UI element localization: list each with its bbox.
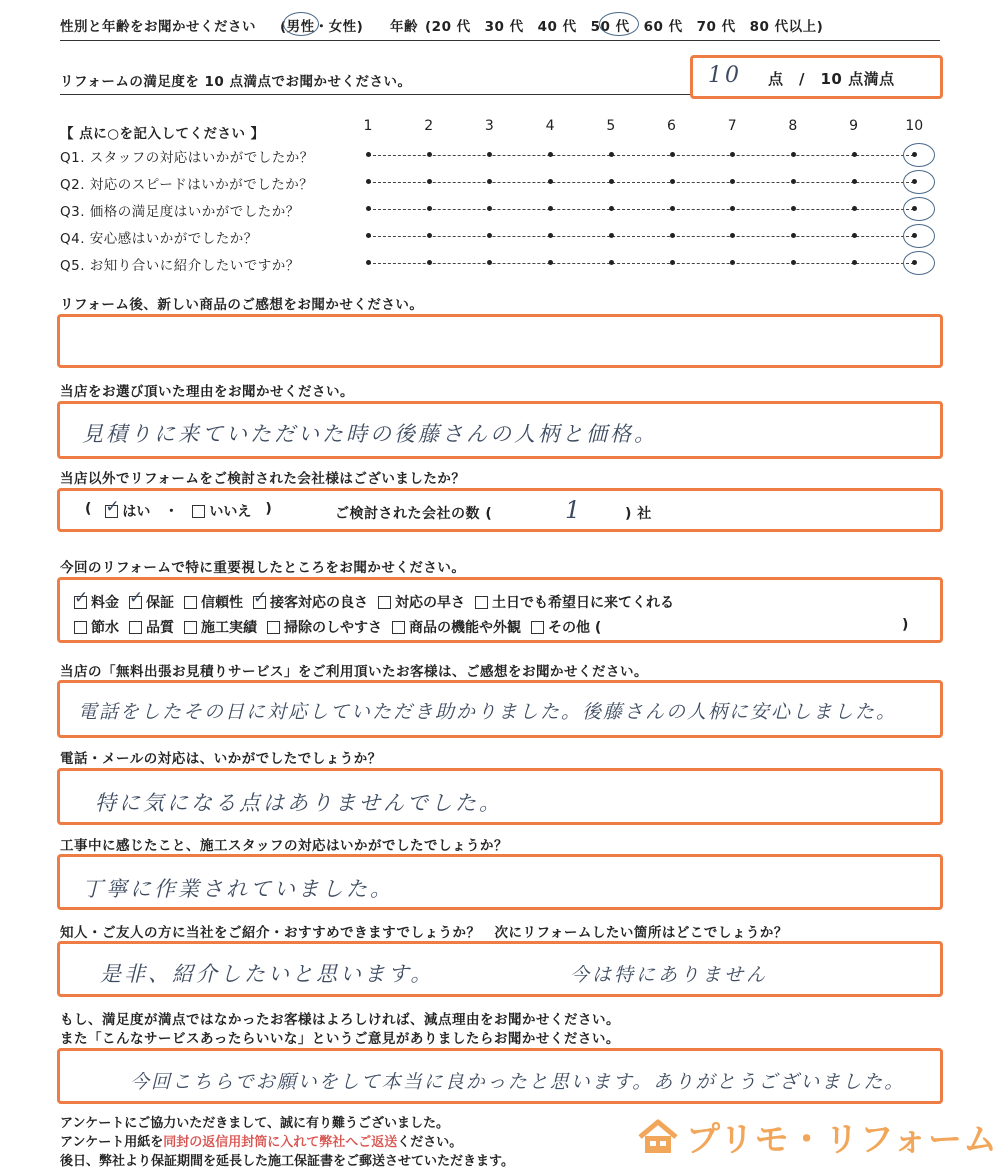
scale-number: 3: [484, 118, 494, 134]
rating-question-label: Q5. お知り合いに紹介したいですか？: [60, 258, 300, 274]
priority-row-1: [74, 592, 674, 612]
others-yes-checkbox[interactable]: [105, 505, 118, 518]
others-open-paren: (: [85, 501, 92, 517]
others-answer-box[interactable]: [57, 488, 943, 532]
rating-point[interactable]: [852, 233, 857, 238]
priority-option-label: 料金: [91, 595, 119, 611]
reduction-question-line2: また「こんなサービスあったらいいな」というご意見がありましたらお聞かせください。: [60, 1031, 620, 1047]
footer-warranty-note: 後日、弊社より保証期間を延長した施工保証書をご郵送させていただきます。: [60, 1154, 514, 1169]
reason-answer-box[interactable]: [57, 401, 943, 459]
rating-point[interactable]: [791, 233, 796, 238]
priority-checkbox[interactable]: [392, 621, 405, 634]
rating-point[interactable]: [548, 206, 553, 211]
priority-option-label: 土日でも希望日に来てくれる: [492, 595, 674, 611]
priority-checkbox[interactable]: [267, 621, 280, 634]
others-no-label: いいえ: [209, 504, 252, 520]
scale-number: 1: [363, 118, 373, 134]
priority-option-label: 品質: [146, 620, 174, 636]
rating-point[interactable]: [852, 206, 857, 211]
rating-point[interactable]: [487, 179, 492, 184]
contact-answer: 特に気になる点はありませんでした。: [95, 791, 503, 815]
rating-question-label: Q1. スタッフの対応はいかがでしたか？: [60, 150, 314, 166]
rating-point[interactable]: [366, 206, 371, 211]
contact-question: 電話・メールの対応は、いかがでしたでしょうか？: [60, 751, 382, 767]
priority-option-label: 商品の機能や外観: [409, 620, 521, 636]
priority-option[interactable]: [74, 592, 119, 612]
rating-point[interactable]: [852, 260, 857, 265]
scale-number: 9: [849, 118, 859, 134]
estimate-answer-box[interactable]: [57, 680, 943, 738]
rating-scale-line: [368, 182, 914, 183]
footer-return-pre: アンケート用紙を: [60, 1135, 164, 1150]
rating-point[interactable]: [427, 179, 432, 184]
rating-scale-line: [368, 209, 914, 210]
priority-option[interactable]: [267, 617, 382, 637]
construction-question: 工事中に感じたこと、施工スタッフの対応はいかがでしたでしょうか？: [60, 838, 508, 854]
rating-point[interactable]: [670, 179, 675, 184]
after-impression-question: リフォーム後、新しい商品のご感想をお聞かせください。: [60, 297, 424, 313]
priority-option-label: 掃除のしやすさ: [284, 620, 382, 636]
reason-question: 当店をお選び頂いた理由をお聞かせください。: [60, 384, 354, 400]
priority-checkbox[interactable]: [74, 621, 87, 634]
rating-point[interactable]: [609, 206, 614, 211]
rating-point[interactable]: [548, 152, 553, 157]
priority-box[interactable]: [57, 577, 943, 643]
rating-point[interactable]: [548, 260, 553, 265]
rating-question-label: Q4. 安心感はいかがでしたか？: [60, 231, 258, 247]
rating-point[interactable]: [730, 260, 735, 265]
rating-point[interactable]: [670, 260, 675, 265]
referral-answer-box[interactable]: [57, 941, 943, 997]
rating-point[interactable]: [609, 233, 614, 238]
rating-point[interactable]: [609, 260, 614, 265]
house-icon: [636, 1117, 680, 1157]
rating-point[interactable]: [487, 233, 492, 238]
rating-selected-circle: [903, 197, 935, 221]
rating-point[interactable]: [852, 152, 857, 157]
rating-point[interactable]: [730, 152, 735, 157]
priority-option[interactable]: [253, 592, 368, 612]
priority-checkbox[interactable]: [475, 596, 488, 609]
rating-point[interactable]: [791, 206, 796, 211]
header-rule: [60, 40, 940, 41]
rating-point[interactable]: [427, 152, 432, 157]
rating-point[interactable]: [730, 179, 735, 184]
rating-point[interactable]: [427, 206, 432, 211]
priority-option-label: その他 (: [548, 620, 602, 636]
scale-number: 2: [424, 118, 434, 134]
priority-close-paren: ): [902, 617, 909, 633]
priority-checkbox[interactable]: [378, 596, 391, 609]
rating-question-label: Q2. 対応のスピードはいかがでしたか？: [60, 177, 314, 193]
priority-option-label: 接客対応の良さ: [270, 595, 368, 611]
priority-checkbox[interactable]: [129, 596, 142, 609]
reason-answer: 見積りに来ていただいた時の後藤さんの人柄と価格。: [82, 422, 658, 446]
after-impression-answer-box[interactable]: [57, 314, 943, 368]
rating-point[interactable]: [427, 260, 432, 265]
priority-row-2: [74, 617, 601, 637]
rating-point[interactable]: [609, 152, 614, 157]
reduction-answer: 今回こちらでお願いをして本当に良かったと思います。ありがとうございました。: [130, 1071, 906, 1093]
gender-selected-circle: [283, 12, 319, 36]
rating-question-label: Q3. 価格の満足度はいかがでしたか？: [60, 204, 300, 220]
rating-point[interactable]: [366, 152, 371, 157]
company-logo: [636, 1112, 998, 1161]
logo-text: プリモ・リフォーム: [686, 1120, 998, 1160]
rating-selected-circle: [903, 143, 935, 167]
construction-answer-box[interactable]: [57, 854, 943, 910]
priority-checkbox[interactable]: [129, 621, 142, 634]
rating-selected-circle: [903, 224, 935, 248]
rating-point[interactable]: [548, 179, 553, 184]
reduction-question-line1: もし、満足度が満点ではなかったお客様はよろしければ、減点理由をお聞かせください。: [60, 1012, 620, 1028]
rating-point[interactable]: [366, 260, 371, 265]
others-separator: ・: [164, 504, 179, 520]
rating-scale-line: [368, 263, 914, 264]
reduction-answer-box[interactable]: [57, 1048, 943, 1104]
footer-return-instruction: [60, 1131, 462, 1150]
priority-option[interactable]: [392, 617, 521, 637]
rating-point[interactable]: [730, 206, 735, 211]
priority-option[interactable]: [475, 592, 674, 612]
scale-number: 4: [545, 118, 555, 134]
rating-point[interactable]: [730, 233, 735, 238]
others-yes-option[interactable]: [105, 501, 150, 521]
rating-point[interactable]: [670, 152, 675, 157]
priority-checkbox[interactable]: [74, 596, 87, 609]
gender-options[interactable]: (男性・女性): [280, 19, 364, 35]
rating-point[interactable]: [548, 233, 553, 238]
priority-option[interactable]: [531, 617, 601, 637]
satisfaction-unit: 点 / 10 点満点: [768, 70, 895, 88]
scale-number: 7: [727, 118, 737, 134]
rating-point[interactable]: [487, 152, 492, 157]
rating-scale-line: [368, 155, 914, 156]
rating-point[interactable]: [791, 179, 796, 184]
priority-checkbox[interactable]: [531, 621, 544, 634]
priority-option[interactable]: [378, 592, 465, 612]
gender-age-label: 性別と年齢をお聞かせください: [60, 19, 256, 35]
rating-point[interactable]: [791, 152, 796, 157]
priority-option[interactable]: [184, 592, 243, 612]
scale-number: 5: [606, 118, 616, 134]
priority-option[interactable]: [129, 617, 174, 637]
priority-option[interactable]: [129, 592, 174, 612]
scale-number: 6: [667, 118, 676, 134]
age-label: 年齢: [390, 19, 418, 35]
others-close-paren: ): [265, 501, 272, 517]
rating-point[interactable]: [427, 233, 432, 238]
construction-answer: 丁寧に作業されていました。: [82, 877, 394, 901]
rating-point[interactable]: [670, 233, 675, 238]
scale-number: 8: [788, 118, 798, 134]
rating-selected-circle: [903, 251, 935, 275]
others-count-label: ご検討された会社の数 (: [335, 506, 493, 522]
others-no-checkbox[interactable]: [192, 505, 205, 518]
rating-scale-line: [368, 236, 914, 237]
rating-point[interactable]: [366, 233, 371, 238]
priority-option[interactable]: [74, 617, 119, 637]
age-selected-circle: [599, 12, 639, 36]
referral-question: 知人・ご友人の方に当社をご紹介・おすすめできますでしょうか？ 次にリフォームしたい箇所はどこでしょうか？: [60, 925, 788, 941]
satisfaction-label: リフォームの満足度を 10 点満点でお聞かせください。: [60, 74, 412, 90]
rating-point[interactable]: [791, 260, 796, 265]
footer-return-post: ください。: [397, 1135, 463, 1150]
rating-point[interactable]: [487, 206, 492, 211]
priority-option-label: 対応の早さ: [395, 595, 465, 611]
rating-point[interactable]: [609, 179, 614, 184]
priority-checkbox[interactable]: [184, 621, 197, 634]
footer-thanks: アンケートにご協力いただきまして、誠に有り難うございました。: [60, 1116, 449, 1131]
contact-answer-box[interactable]: [57, 768, 943, 825]
scale-number: 10: [905, 118, 924, 134]
rating-selected-circle: [903, 170, 935, 194]
satisfaction-box[interactable]: [690, 55, 943, 99]
priority-option-label: 保証: [146, 595, 174, 611]
rating-point[interactable]: [487, 260, 492, 265]
priority-checkbox[interactable]: [184, 596, 197, 609]
rating-point[interactable]: [670, 206, 675, 211]
others-yes-label: はい: [122, 504, 151, 520]
others-count-unit: ) 社: [625, 506, 652, 522]
rating-point[interactable]: [852, 179, 857, 184]
rating-instruction: 【 点に○を記入してください 】: [60, 126, 265, 142]
rating-point[interactable]: [366, 179, 371, 184]
others-question: 当店以外でリフォームをご検討された会社様はございましたか？: [60, 471, 466, 487]
age-options[interactable]: (20 代 30 代 40 代 50 代 60 代 70 代 80 代以上): [425, 19, 824, 35]
satisfaction-rule: [60, 94, 690, 95]
others-no-option[interactable]: [192, 501, 251, 521]
referral-next-place-answer: 今は特にありません: [570, 964, 769, 986]
priority-option-label: 信頼性: [201, 595, 243, 611]
satisfaction-value: 10: [708, 63, 742, 88]
others-count-value[interactable]: 1: [565, 496, 584, 524]
priority-option-label: 施工実績: [201, 620, 257, 636]
priority-option-label: 節水: [91, 620, 119, 636]
estimate-question: 当店の「無料出張お見積りサービス」をご利用頂いたお客様は、ご感想をお聞かせください。: [60, 664, 648, 680]
estimate-answer: 電話をしたその日に対応していただき助かりました。後藤さんの人柄に安心しました。: [78, 701, 898, 723]
priority-checkbox[interactable]: [253, 596, 266, 609]
footer-return-highlight: 同封の返信用封筒に入れて弊社へご返送: [163, 1135, 398, 1150]
referral-answer: 是非、紹介したいと思います。: [100, 962, 435, 986]
priority-question: 今回のリフォームで特に重要視したところをお聞かせください。: [60, 560, 466, 576]
priority-option[interactable]: [184, 617, 257, 637]
